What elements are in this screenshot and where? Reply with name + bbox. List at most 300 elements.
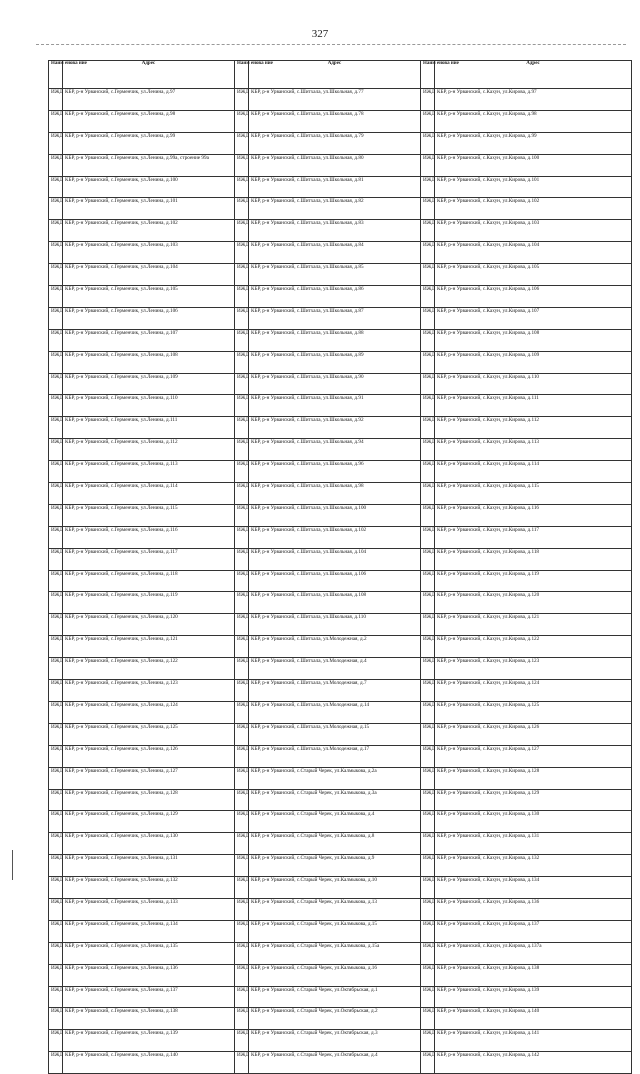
address-cell: КБР, р-н Урванский, с.Шитхала, ул.Школьная, д.87 <box>249 307 421 329</box>
object-type-cell: ИЖД <box>421 264 435 286</box>
object-type-cell: ИЖД <box>421 636 435 658</box>
address-cell: КБР, р-н Урванский, с.Кахун, ул.Кирова, д.136 <box>435 898 632 920</box>
address-cell: КБР, р-н Урванский, с.Кахун, ул.Кирова, д.101 <box>435 176 632 198</box>
address-cell: КБР, р-н Урванский, с.Кахун, ул.Кирова, д.127 <box>435 745 632 767</box>
address-cell: КБР, р-н Урванский, с.Кахун, ул.Кирова, д.122 <box>435 636 632 658</box>
address-cell: КБР, р-н Урванский, с.Кахун, ул.Кирова, д.98 <box>435 110 632 132</box>
object-type-cell: ИЖД <box>235 898 249 920</box>
table-row <box>49 898 632 920</box>
object-type-cell: ИЖД <box>421 286 435 308</box>
object-type-cell: ИЖД <box>421 154 435 176</box>
address-cell: КБР, р-н Урванский, с.Герменчик, ул.Ленина, д.127 <box>63 767 235 789</box>
address-cell: КБР, р-н Урванский, с.Кахун, ул.Кирова, д.114 <box>435 461 632 483</box>
object-type-cell: ИЖД <box>49 286 63 308</box>
address-cell: КБР, р-н Урванский, с.Герменчик, ул.Ленина, д.137 <box>63 986 235 1008</box>
address-cell: КБР, р-н Урванский, с.Герменчик, ул.Ленина, д.107 <box>63 329 235 351</box>
address-cell: КБР, р-н Урванский, с.Герменчик, ул.Ленина, д.120 <box>63 614 235 636</box>
table-row <box>49 198 632 220</box>
object-type-cell: ИЖД <box>235 504 249 526</box>
address-cell: КБР, р-н Урванский, с.Кахун, ул.Кирова, д.119 <box>435 570 632 592</box>
object-type-cell: ИЖД <box>421 811 435 833</box>
object-type-cell: ИЖД <box>235 986 249 1008</box>
address-cell: КБР, р-н Урванский, с.Герменчик, ул.Ленина, д.109 <box>63 373 235 395</box>
object-type-cell: ИЖД <box>49 680 63 702</box>
address-cell: КБР, р-н Урванский, с.Герменчик, ул.Ленина, д.117 <box>63 548 235 570</box>
object-type-cell: ИЖД <box>421 395 435 417</box>
object-type-cell: ИЖД <box>49 154 63 176</box>
address-cell: КБР, р-н Урванский, с.Герменчик, ул.Ленина, д.122 <box>63 658 235 680</box>
address-cell: КБР, р-н Урванский, с.Старый Черек, ул.Октябрьская, д.2 <box>249 1008 421 1030</box>
object-type-cell: ИЖД <box>49 1008 63 1030</box>
object-type-cell: ИЖД <box>49 548 63 570</box>
address-cell: КБР, р-н Урванский, с.Герменчик, ул.Ленина, д.113 <box>63 461 235 483</box>
address-cell: КБР, р-н Урванский, с.Старый Черек, ул.Калмыкова, д.9 <box>249 855 421 877</box>
address-cell: КБР, р-н Урванский, с.Кахун, ул.Кирова, д.117 <box>435 526 632 548</box>
address-cell: КБР, р-н Урванский, с.Кахун, ул.Кирова, д.129 <box>435 789 632 811</box>
address-cell: КБР, р-н Урванский, с.Герменчик, ул.Ленина, д.125 <box>63 723 235 745</box>
table-row <box>49 833 632 855</box>
object-type-cell: ИЖД <box>235 592 249 614</box>
address-cell: КБР, р-н Урванский, с.Кахун, ул.Кирова, д.99 <box>435 132 632 154</box>
table-row <box>49 461 632 483</box>
address-cell: КБР, р-н Урванский, с.Кахун, ул.Кирова, д.100 <box>435 154 632 176</box>
object-type-cell: ИЖД <box>49 833 63 855</box>
object-type-cell: ИЖД <box>421 417 435 439</box>
address-cell: КБР, р-н Урванский, с.Герменчик, ул.Ленина, д.135 <box>63 942 235 964</box>
address-cell: КБР, р-н Урванский, с.Шитхала, ул.Школьная, д.98 <box>249 483 421 505</box>
address-cell: КБР, р-н Урванский, с.Герменчик, ул.Ленина, д.132 <box>63 877 235 899</box>
address-cell: КБР, р-н Урванский, с.Кахун, ул.Кирова, д.97 <box>435 89 632 111</box>
object-type-cell: ИЖД <box>235 1008 249 1030</box>
object-type-cell: ИЖД <box>49 855 63 877</box>
object-type-cell: ИЖД <box>49 504 63 526</box>
object-type-cell: ИЖД <box>49 242 63 264</box>
object-type-cell: ИЖД <box>235 680 249 702</box>
address-cell: КБР, р-н Урванский, с.Старый Черек, ул.Калмыкова, д.15а <box>249 942 421 964</box>
address-cell: КБР, р-н Урванский, с.Шитхала, ул.Школьная, д.91 <box>249 395 421 417</box>
table-row <box>49 132 632 154</box>
object-type-cell: ИЖД <box>235 1052 249 1074</box>
object-type-cell: ИЖД <box>235 636 249 658</box>
address-cell: КБР, р-н Урванский, с.Старый Черек, ул.Калмыкова, д.16 <box>249 964 421 986</box>
object-type-cell: ИЖД <box>235 417 249 439</box>
address-cell: КБР, р-н Урванский, с.Шитхала, ул.Школьная, д.78 <box>249 110 421 132</box>
table-row <box>49 789 632 811</box>
address-cell: КБР, р-н Урванский, с.Кахун, ул.Кирова, д.118 <box>435 548 632 570</box>
address-cell: КБР, р-н Урванский, с.Герменчик, ул.Ленина, д.110 <box>63 395 235 417</box>
object-type-cell: ИЖД <box>49 351 63 373</box>
object-type-cell: ИЖД <box>235 351 249 373</box>
table-row <box>49 307 632 329</box>
object-type-cell: ИЖД <box>49 439 63 461</box>
object-type-cell: ИЖД <box>49 526 63 548</box>
object-type-cell: ИЖД <box>49 920 63 942</box>
object-type-cell: ИЖД <box>49 483 63 505</box>
address-cell: КБР, р-н Урванский, с.Шитхала, ул.Молодежная, д.2 <box>249 636 421 658</box>
address-cell: КБР, р-н Урванский, с.Старый Черек, ул.Калмыкова, д.8 <box>249 833 421 855</box>
address-cell: КБР, р-н Урванский, с.Герменчик, ул.Ленина, д.129 <box>63 811 235 833</box>
object-type-cell: ИЖД <box>49 570 63 592</box>
header-type-col-3: Наим енова ние <box>421 61 435 89</box>
table-header-row <box>49 61 632 89</box>
address-cell: КБР, р-н Урванский, с.Шитхала, ул.Школьная, д.77 <box>249 89 421 111</box>
object-type-cell: ИЖД <box>235 242 249 264</box>
address-cell: КБР, р-н Урванский, с.Кахун, ул.Кирова, д.123 <box>435 658 632 680</box>
address-cell: КБР, р-н Урванский, с.Шитхала, ул.Школьная, д.104 <box>249 548 421 570</box>
table-row <box>49 877 632 899</box>
object-type-cell: ИЖД <box>235 198 249 220</box>
object-type-cell: ИЖД <box>49 723 63 745</box>
object-type-cell: ИЖД <box>49 767 63 789</box>
object-type-cell: ИЖД <box>235 373 249 395</box>
table-row <box>49 526 632 548</box>
object-type-cell: ИЖД <box>49 877 63 899</box>
object-type-cell: ИЖД <box>235 526 249 548</box>
address-cell: КБР, р-н Урванский, с.Кахун, ул.Кирова, д.110 <box>435 373 632 395</box>
table-row <box>49 964 632 986</box>
object-type-cell: ИЖД <box>49 986 63 1008</box>
object-type-cell: ИЖД <box>49 1030 63 1052</box>
object-type-cell: ИЖД <box>235 286 249 308</box>
address-cell: КБР, р-н Урванский, с.Кахун, ул.Кирова, д.108 <box>435 329 632 351</box>
object-type-cell: ИЖД <box>235 461 249 483</box>
address-cell: КБР, р-н Урванский, с.Кахун, ул.Кирова, д.120 <box>435 592 632 614</box>
object-type-cell: ИЖД <box>235 439 249 461</box>
object-type-cell: ИЖД <box>49 176 63 198</box>
object-type-cell: ИЖД <box>235 614 249 636</box>
table-row <box>49 439 632 461</box>
address-cell: КБР, р-н Урванский, с.Старый Черек, ул.Октябрьская, д.1 <box>249 986 421 1008</box>
address-cell: КБР, р-н Урванский, с.Кахун, ул.Кирова, д.113 <box>435 439 632 461</box>
object-type-cell: ИЖД <box>421 439 435 461</box>
object-type-cell: ИЖД <box>235 920 249 942</box>
address-cell: КБР, р-н Урванский, с.Кахун, ул.Кирова, д.107 <box>435 307 632 329</box>
object-type-cell: ИЖД <box>421 964 435 986</box>
table-row <box>49 154 632 176</box>
object-type-cell: ИЖД <box>421 767 435 789</box>
table-row <box>49 570 632 592</box>
object-type-cell: ИЖД <box>421 1052 435 1074</box>
table-row <box>49 264 632 286</box>
object-type-cell: ИЖД <box>49 811 63 833</box>
table-row <box>49 504 632 526</box>
address-cell: КБР, р-н Урванский, с.Кахун, ул.Кирова, д.141 <box>435 1030 632 1052</box>
header-address-col-1: Адрес <box>63 61 235 89</box>
address-cell: КБР, р-н Урванский, с.Шитхала, ул.Школьная, д.83 <box>249 220 421 242</box>
address-cell: КБР, р-н Урванский, с.Кахун, ул.Кирова, д.130 <box>435 811 632 833</box>
address-cell: КБР, р-н Урванский, с.Шитхала, ул.Школьная, д.79 <box>249 132 421 154</box>
table-row <box>49 680 632 702</box>
address-cell: КБР, р-н Урванский, с.Герменчик, ул.Ленина, д.138 <box>63 1008 235 1030</box>
table-row <box>49 723 632 745</box>
address-cell: КБР, р-н Урванский, с.Герменчик, ул.Ленина, д.130 <box>63 833 235 855</box>
object-type-cell: ИЖД <box>235 658 249 680</box>
table-row <box>49 483 632 505</box>
address-cell: КБР, р-н Урванский, с.Шитхала, ул.Школьная, д.110 <box>249 614 421 636</box>
address-cell: КБР, р-н Урванский, с.Герменчик, ул.Ленина, д.111 <box>63 417 235 439</box>
address-cell: КБР, р-н Урванский, с.Герменчик, ул.Ленина, д.102 <box>63 220 235 242</box>
object-type-cell: ИЖД <box>49 592 63 614</box>
address-cell: КБР, р-н Урванский, с.Кахун, ул.Кирова, д.102 <box>435 198 632 220</box>
object-type-cell: ИЖД <box>235 745 249 767</box>
object-type-cell: ИЖД <box>421 176 435 198</box>
address-cell: КБР, р-н Урванский, с.Кахун, ул.Кирова, д.139 <box>435 986 632 1008</box>
address-cell: КБР, р-н Урванский, с.Кахун, ул.Кирова, д.111 <box>435 395 632 417</box>
object-type-cell: ИЖД <box>421 833 435 855</box>
object-type-cell: ИЖД <box>421 89 435 111</box>
header-address-col-2: Адрес <box>249 61 421 89</box>
address-cell: КБР, р-н Урванский, с.Герменчик, ул.Ленина, д.103 <box>63 242 235 264</box>
address-cell: КБР, р-н Урванский, с.Старый Черек, ул.Октябрьская, д.4 <box>249 1052 421 1074</box>
address-cell: КБР, р-н Урванский, с.Шитхала, ул.Школьная, д.94 <box>249 439 421 461</box>
address-cell: КБР, р-н Урванский, с.Герменчик, ул.Ленина, д.98 <box>63 110 235 132</box>
address-cell: КБР, р-н Урванский, с.Старый Черек, ул.Калмыкова, д.4 <box>249 811 421 833</box>
address-cell: КБР, р-н Урванский, с.Герменчик, ул.Ленина, д.99 <box>63 132 235 154</box>
address-cell: КБР, р-н Урванский, с.Кахун, ул.Кирова, д.132 <box>435 855 632 877</box>
object-type-cell: ИЖД <box>49 395 63 417</box>
object-type-cell: ИЖД <box>235 132 249 154</box>
object-type-cell: ИЖД <box>421 855 435 877</box>
address-cell: КБР, р-н Урванский, с.Кахун, ул.Кирова, д.131 <box>435 833 632 855</box>
address-cell: КБР, р-н Урванский, с.Шитхала, ул.Школьная, д.86 <box>249 286 421 308</box>
address-cell: КБР, р-н Урванский, с.Кахун, ул.Кирова, д.138 <box>435 964 632 986</box>
object-type-cell: ИЖД <box>49 198 63 220</box>
object-type-cell: ИЖД <box>49 329 63 351</box>
table-row <box>49 1008 632 1030</box>
object-type-cell: ИЖД <box>421 680 435 702</box>
address-cell: КБР, р-н Урванский, с.Кахун, ул.Кирова, д.124 <box>435 680 632 702</box>
table-row <box>49 220 632 242</box>
object-type-cell: ИЖД <box>421 483 435 505</box>
address-cell: КБР, р-н Урванский, с.Шитхала, ул.Школьная, д.81 <box>249 176 421 198</box>
address-cell: КБР, р-н Урванский, с.Герменчик, ул.Ленина, д.108 <box>63 351 235 373</box>
object-type-cell: ИЖД <box>235 767 249 789</box>
address-cell: КБР, р-н Урванский, с.Шитхала, ул.Школьная, д.82 <box>249 198 421 220</box>
table-row <box>49 286 632 308</box>
table-row <box>49 920 632 942</box>
object-type-cell: ИЖД <box>49 110 63 132</box>
address-cell: КБР, р-н Урванский, с.Старый Черек, ул.Калмыкова, д.10 <box>249 877 421 899</box>
object-type-cell: ИЖД <box>235 811 249 833</box>
address-cell: КБР, р-н Урванский, с.Герменчик, ул.Ленина, д.121 <box>63 636 235 658</box>
object-type-cell: ИЖД <box>421 307 435 329</box>
address-cell: КБР, р-н Урванский, с.Старый Черек, ул.Октябрьская, д.3 <box>249 1030 421 1052</box>
object-type-cell: ИЖД <box>49 964 63 986</box>
object-type-cell: ИЖД <box>421 198 435 220</box>
address-cell: КБР, р-н Урванский, с.Герменчик, ул.Ленина, д.124 <box>63 701 235 723</box>
page-number: 327 <box>311 28 329 40</box>
object-type-cell: ИЖД <box>421 351 435 373</box>
table-row <box>49 614 632 636</box>
address-cell: КБР, р-н Урванский, с.Герменчик, ул.Ленина, д.105 <box>63 286 235 308</box>
object-type-cell: ИЖД <box>421 701 435 723</box>
header-address-col-3: Адрес <box>435 61 632 89</box>
object-type-cell: ИЖД <box>421 658 435 680</box>
object-type-cell: ИЖД <box>49 942 63 964</box>
address-cell: КБР, р-н Урванский, с.Герменчик, ул.Ленина, д.104 <box>63 264 235 286</box>
object-type-cell: ИЖД <box>49 89 63 111</box>
address-cell: КБР, р-н Урванский, с.Старый Черек, ул.Калмыкова, д.3а <box>249 789 421 811</box>
table-row <box>49 942 632 964</box>
address-cell: КБР, р-н Урванский, с.Герменчик, ул.Ленина, д.128 <box>63 789 235 811</box>
object-type-cell: ИЖД <box>49 307 63 329</box>
address-cell: КБР, р-н Урванский, с.Шитхала, ул.Школьная, д.92 <box>249 417 421 439</box>
object-type-cell: ИЖД <box>49 417 63 439</box>
object-type-cell: ИЖД <box>49 461 63 483</box>
table-row <box>49 658 632 680</box>
address-cell: КБР, р-н Урванский, с.Герменчик, ул.Ленина, д.115 <box>63 504 235 526</box>
table-row <box>49 701 632 723</box>
object-type-cell: ИЖД <box>235 1030 249 1052</box>
address-cell: КБР, р-н Урванский, с.Кахун, ул.Кирова, д.109 <box>435 351 632 373</box>
address-cell: КБР, р-н Урванский, с.Кахун, ул.Кирова, д.121 <box>435 614 632 636</box>
address-cell: КБР, р-н Урванский, с.Герменчик, ул.Ленина, д.114 <box>63 483 235 505</box>
table-row <box>49 592 632 614</box>
object-type-cell: ИЖД <box>235 176 249 198</box>
address-register-table <box>48 60 632 1074</box>
address-cell: КБР, р-н Урванский, с.Шитхала, ул.Молодежная, д.15 <box>249 723 421 745</box>
table-row <box>49 351 632 373</box>
table-row <box>49 1052 632 1074</box>
object-type-cell: ИЖД <box>421 942 435 964</box>
object-type-cell: ИЖД <box>235 89 249 111</box>
table-row <box>49 373 632 395</box>
object-type-cell: ИЖД <box>235 855 249 877</box>
top-divider <box>36 44 626 45</box>
object-type-cell: ИЖД <box>421 986 435 1008</box>
object-type-cell: ИЖД <box>49 264 63 286</box>
object-type-cell: ИЖД <box>235 307 249 329</box>
address-cell: КБР, р-н Урванский, с.Шитхала, ул.Молодежная, д.17 <box>249 745 421 767</box>
table-row <box>49 811 632 833</box>
object-type-cell: ИЖД <box>235 833 249 855</box>
table-row <box>49 242 632 264</box>
address-cell: КБР, р-н Урванский, с.Кахун, ул.Кирова, д.103 <box>435 220 632 242</box>
object-type-cell: ИЖД <box>235 154 249 176</box>
object-type-cell: ИЖД <box>421 614 435 636</box>
address-cell: КБР, р-н Урванский, с.Шитхала, ул.Школьная, д.85 <box>249 264 421 286</box>
table-row <box>49 548 632 570</box>
address-cell: КБР, р-н Урванский, с.Шитхала, ул.Молодежная, д.4 <box>249 658 421 680</box>
address-cell: КБР, р-н Урванский, с.Кахун, ул.Кирова, д.134 <box>435 877 632 899</box>
address-cell: КБР, р-н Урванский, с.Шитхала, ул.Школьная, д.102 <box>249 526 421 548</box>
table-row <box>49 636 632 658</box>
table-row <box>49 89 632 111</box>
object-type-cell: ИЖД <box>235 942 249 964</box>
object-type-cell: ИЖД <box>235 570 249 592</box>
object-type-cell: ИЖД <box>49 132 63 154</box>
header-type-col-1: Наим енова ние <box>49 61 63 89</box>
object-type-cell: ИЖД <box>49 1052 63 1074</box>
object-type-cell: ИЖД <box>235 220 249 242</box>
object-type-cell: ИЖД <box>49 745 63 767</box>
address-cell: КБР, р-н Урванский, с.Кахун, ул.Кирова, д.126 <box>435 723 632 745</box>
object-type-cell: ИЖД <box>421 504 435 526</box>
object-type-cell: ИЖД <box>235 483 249 505</box>
object-type-cell: ИЖД <box>235 395 249 417</box>
address-cell: КБР, р-н Урванский, с.Кахун, ул.Кирова, д.115 <box>435 483 632 505</box>
address-cell: КБР, р-н Урванский, с.Герменчик, ул.Ленина, д.101 <box>63 198 235 220</box>
address-cell: КБР, р-н Урванский, с.Шитхала, ул.Школьная, д.80 <box>249 154 421 176</box>
address-cell: КБР, р-н Урванский, с.Герменчик, ул.Ленина, д.112 <box>63 439 235 461</box>
object-type-cell: ИЖД <box>235 723 249 745</box>
address-cell: КБР, р-н Урванский, с.Кахун, ул.Кирова, д.125 <box>435 701 632 723</box>
address-cell: КБР, р-н Урванский, с.Кахун, ул.Кирова, д.116 <box>435 504 632 526</box>
object-type-cell: ИЖД <box>421 920 435 942</box>
object-type-cell: ИЖД <box>49 636 63 658</box>
object-type-cell: ИЖД <box>421 110 435 132</box>
address-cell: КБР, р-н Урванский, с.Шитхала, ул.Школьная, д.89 <box>249 351 421 373</box>
object-type-cell: ИЖД <box>235 964 249 986</box>
table-row <box>49 986 632 1008</box>
address-cell: КБР, р-н Урванский, с.Герменчик, ул.Ленина, д.136 <box>63 964 235 986</box>
object-type-cell: ИЖД <box>49 701 63 723</box>
table-body <box>49 89 632 1074</box>
address-cell: КБР, р-н Урванский, с.Герменчик, ул.Ленина, д.100 <box>63 176 235 198</box>
table-row <box>49 110 632 132</box>
address-cell: КБР, р-н Урванский, с.Кахун, ул.Кирова, д.140 <box>435 1008 632 1030</box>
table-row <box>49 855 632 877</box>
address-cell: КБР, р-н Урванский, с.Шитхала, ул.Молодежная, д.14 <box>249 701 421 723</box>
object-type-cell: ИЖД <box>235 789 249 811</box>
address-cell: КБР, р-н Урванский, с.Кахун, ул.Кирова, д.137 <box>435 920 632 942</box>
object-type-cell: ИЖД <box>421 242 435 264</box>
address-cell: КБР, р-н Урванский, с.Шитхала, ул.Школьная, д.84 <box>249 242 421 264</box>
object-type-cell: ИЖД <box>421 745 435 767</box>
address-cell: КБР, р-н Урванский, с.Герменчик, ул.Ленина, д.118 <box>63 570 235 592</box>
table-row <box>49 329 632 351</box>
address-cell: КБР, р-н Урванский, с.Герменчик, ул.Ленина, д.134 <box>63 920 235 942</box>
object-type-cell: ИЖД <box>421 898 435 920</box>
object-type-cell: ИЖД <box>235 264 249 286</box>
object-type-cell: ИЖД <box>421 132 435 154</box>
address-cell: КБР, р-н Урванский, с.Герменчик, ул.Ленина, д.99а, строение 99а <box>63 154 235 176</box>
address-cell: КБР, р-н Урванский, с.Шитхала, ул.Школьная, д.100 <box>249 504 421 526</box>
address-cell: КБР, р-н Урванский, с.Шитхала, ул.Молодежная, д.7 <box>249 680 421 702</box>
object-type-cell: ИЖД <box>421 723 435 745</box>
object-type-cell: ИЖД <box>49 614 63 636</box>
table-row <box>49 395 632 417</box>
address-cell: КБР, р-н Урванский, с.Герменчик, ул.Ленина, д.131 <box>63 855 235 877</box>
address-cell: КБР, р-н Урванский, с.Кахун, ул.Кирова, д.137а <box>435 942 632 964</box>
address-cell: КБР, р-н Урванский, с.Шитхала, ул.Школьная, д.88 <box>249 329 421 351</box>
address-cell: КБР, р-н Урванский, с.Кахун, ул.Кирова, д.104 <box>435 242 632 264</box>
address-cell: КБР, р-н Урванский, с.Шитхала, ул.Школьная, д.90 <box>249 373 421 395</box>
address-cell: КБР, р-н Урванский, с.Старый Черек, ул.Калмыкова, д.15 <box>249 920 421 942</box>
object-type-cell: ИЖД <box>421 1030 435 1052</box>
object-type-cell: ИЖД <box>421 592 435 614</box>
object-type-cell: ИЖД <box>421 877 435 899</box>
object-type-cell: ИЖД <box>421 570 435 592</box>
object-type-cell: ИЖД <box>421 548 435 570</box>
object-type-cell: ИЖД <box>235 110 249 132</box>
address-cell: КБР, р-н Урванский, с.Герменчик, ул.Ленина, д.139 <box>63 1030 235 1052</box>
object-type-cell: ИЖД <box>235 877 249 899</box>
address-cell: КБР, р-н Урванский, с.Кахун, ул.Кирова, д.105 <box>435 264 632 286</box>
address-cell: КБР, р-н Урванский, с.Старый Черек, ул.Калмыкова, д.2а <box>249 767 421 789</box>
address-cell: КБР, р-н Урванский, с.Кахун, ул.Кирова, д.106 <box>435 286 632 308</box>
address-cell: КБР, р-н Урванский, с.Герменчик, ул.Ленина, д.97 <box>63 89 235 111</box>
address-cell: КБР, р-н Урванский, с.Герменчик, ул.Ленина, д.140 <box>63 1052 235 1074</box>
object-type-cell: ИЖД <box>421 220 435 242</box>
object-type-cell: ИЖД <box>235 329 249 351</box>
object-type-cell: ИЖД <box>235 548 249 570</box>
header-type-col-2: Наим енова ние <box>235 61 249 89</box>
object-type-cell: ИЖД <box>421 461 435 483</box>
address-cell: КБР, р-н Урванский, с.Герменчик, ул.Ленина, д.123 <box>63 680 235 702</box>
object-type-cell: ИЖД <box>235 701 249 723</box>
address-cell: КБР, р-н Урванский, с.Герменчик, ул.Ленина, д.106 <box>63 307 235 329</box>
